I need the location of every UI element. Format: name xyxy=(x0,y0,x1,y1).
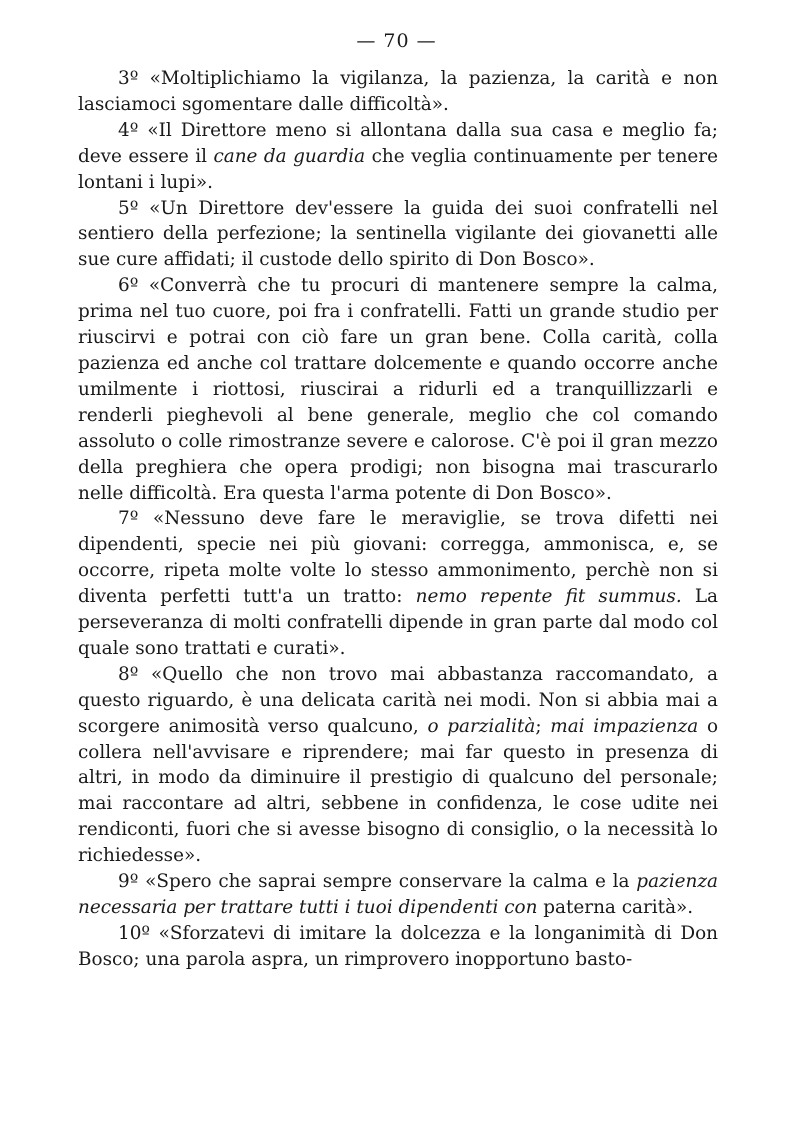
document-body xyxy=(78,66,718,973)
paragraph-7 xyxy=(78,506,718,661)
text-run: ; xyxy=(535,715,551,737)
text-run: 3º «Moltiplichiamo la vigilanza, la pazienza, la carità e non lasciamoci sgomentare dalle difficoltà». xyxy=(78,68,718,115)
paragraph-10 xyxy=(78,921,718,973)
text-run: La perseveranza di molti confratelli dipende in gran parte dal modo col quale sono trattati e curati». xyxy=(78,586,718,659)
paragraph-3 xyxy=(78,66,718,118)
paragraph-6 xyxy=(78,273,718,506)
text-run: 8º «Quello che non trovo mai abbastanza raccomandato, a questo riguardo, è una delicata carità nei modi. Non si abbia mai a scorgere animosità verso qualcuno, xyxy=(78,663,718,737)
paragraph-8 xyxy=(78,662,718,869)
paragraph-9 xyxy=(78,869,718,921)
text-run: paterna carità». xyxy=(537,897,694,918)
italic-run: mai impazienza xyxy=(550,715,699,737)
text-run: 9º «Spero che saprai sempre conservare la calma e la xyxy=(118,871,637,893)
text-run: 7º «Nessuno deve fare le meraviglie, se trova difetti nei dipendenti, specie nei più giovani: corregga, ammonisca, e, se occorre, ripeta molte volte lo stesso ammonimento, perchè non si diventa perfetti tutt'a un tratto: xyxy=(78,508,718,608)
text-run: 10º «Sforzatevi di imitare la dolcezza e la longanimità di Don Bosco; una parola aspra, un rimprovero inopportuno basto- xyxy=(78,922,718,970)
paragraph-5 xyxy=(78,196,718,274)
page-number: — 70 — xyxy=(356,30,437,52)
text-run: 6º «Converrà che tu procuri di mantenere sempre la calma, prima nel tuo cuore, poi fra i confratelli. Fatti un grande studio per riuscirvi e potrai con ciò fare un gran bene. Colla carità, colla pazienza ed anche col trattare dolcemente e quando occorre anche umilmente i riottosi, riuscirai a ridurli ed a tranquillizzarli e renderli pieghevoli al bene generale, meglio che col comando assoluto o colle rimostranze severe e calorose. C'è poi il gran mezzo della preghiera che opera prodigi; non bisogna mai trascurarlo nelle difficoltà. Era questa l'arma potente di Don Bosco». xyxy=(78,275,718,504)
text-run: 4º «Il Direttore meno si allontana dalla sua casa e meglio fa; deve essere il xyxy=(78,119,718,167)
italic-run: pazienza necessaria per trattare tutti i tuoi dipendenti con xyxy=(78,871,718,918)
italic-run: nemo repente fit summus. xyxy=(415,586,682,608)
italic-run: cane da guardia xyxy=(213,145,366,167)
text-run: che veglia continuamente per tenere lontani i lupi». xyxy=(78,145,718,193)
paragraph-4 xyxy=(78,118,718,196)
italic-run: o parzialità xyxy=(427,715,536,737)
text-run: o collera nell'avvisare e riprendere; mai far questo in presenza di altri, in modo da diminuire il prestigio di qualcuno del personale; mai raccontare ad altri, sebbene in confidenza, le cose udite nei rendiconti, fuori che si avesse bisogno di consiglio, o la necessità lo richiedesse». xyxy=(78,715,719,867)
text-run: 5º «Un Direttore dev'essere la guida dei suoi confratelli nel sentiero della perfezione; la sentinella vigilante dei giovanetti alle sue cure affidati; il custode dello spirito di Don Bosco». xyxy=(78,197,718,271)
